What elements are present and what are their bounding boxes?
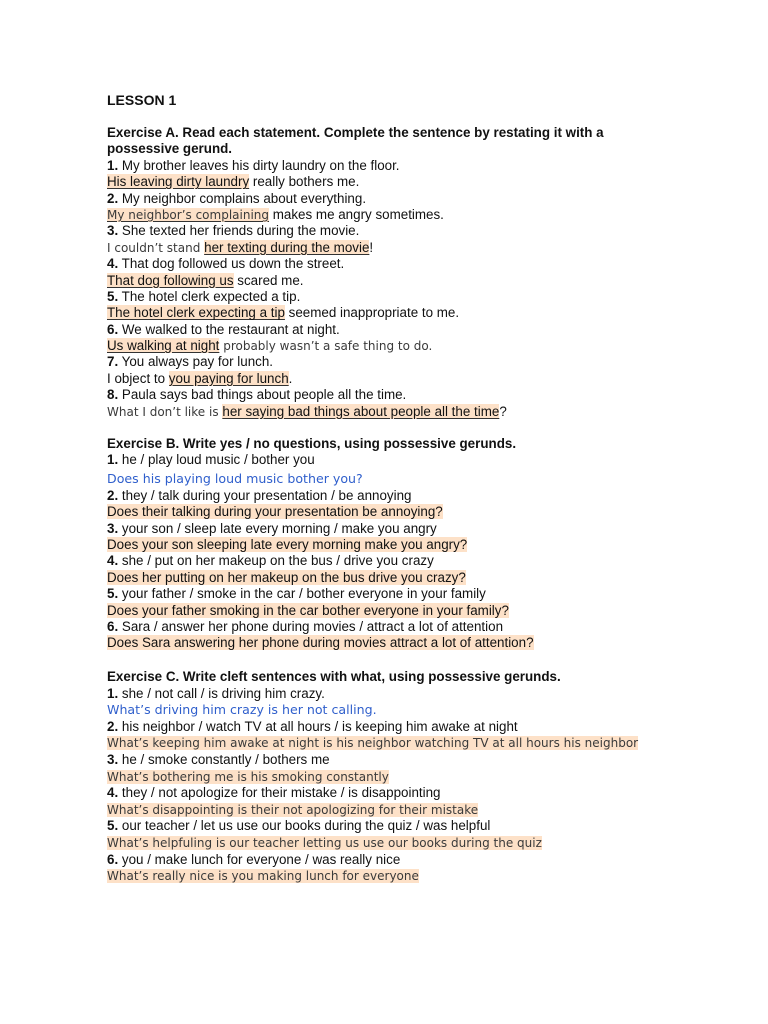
answer-highlight: His leaving dirty laundry bbox=[107, 174, 250, 190]
item-number: 4. bbox=[107, 256, 119, 272]
exb-item-3-answer bbox=[107, 537, 707, 553]
answer-highlight: Does her putting on her makeup on the bus drive you crazy? bbox=[107, 569, 466, 585]
answer-highlight: Does your son sleeping late every morning make you angry? bbox=[107, 536, 468, 552]
exc-item-1-prompt bbox=[107, 686, 707, 703]
exercise-a-heading-line1: Exercise A. Read each statement. Complete the sentence by restating it with a bbox=[107, 125, 604, 140]
prompt-text: We walked to the restaurant at night. bbox=[121, 321, 340, 337]
item-number: 7. bbox=[107, 354, 119, 370]
answer-post: probably wasn’t a safe thing to do. bbox=[219, 339, 433, 354]
item-number: 5. bbox=[107, 586, 119, 602]
prompt-text: they / talk during your presentation / be annoying bbox=[121, 487, 412, 503]
item-number: 6. bbox=[107, 618, 119, 634]
prompt-text: She texted her friends during the movie. bbox=[121, 223, 360, 239]
prompt-text: his neighbor / watch TV at all hours / is keeping him awake at night bbox=[121, 718, 518, 734]
answer-highlight: What’s keeping him awake at night is his neighbor watching TV at all hours his neighbor bbox=[107, 736, 639, 751]
exa-item-4-prompt bbox=[107, 256, 707, 272]
prompt-text: she / put on her makeup on the bus / drive you crazy bbox=[121, 553, 434, 569]
item-number: 2. bbox=[107, 190, 119, 206]
answer-highlight: What’s helpfuling is our teacher letting us use our books during the quiz bbox=[107, 835, 542, 850]
exb-item-5-answer bbox=[107, 603, 707, 619]
answer-highlight: My neighbor’s complaining bbox=[107, 207, 270, 222]
answer-highlight: What’s disappointing is their not apologizing for their mistake bbox=[107, 802, 479, 817]
answer-text: What’s driving him crazy is her not calling. bbox=[107, 702, 377, 718]
answer-post: seemed inappropriate to me. bbox=[284, 305, 460, 321]
item-number: 3. bbox=[107, 751, 119, 767]
prompt-text: he / smoke constantly / bothers me bbox=[121, 751, 330, 767]
exc-item-3-answer bbox=[107, 769, 707, 786]
item-number: 1. bbox=[107, 685, 119, 701]
exc-item-1-answer bbox=[107, 702, 707, 719]
exb-item-6-prompt bbox=[107, 619, 707, 635]
answer-highlight: Does your father smoking in the car bother everyone in your family? bbox=[107, 602, 509, 618]
prompt-text: My brother leaves his dirty laundry on the floor. bbox=[121, 157, 400, 173]
prompt-text: our teacher / let us use our books during the quiz / was helpful bbox=[121, 818, 491, 834]
answer-highlight: The hotel clerk expecting a tip bbox=[107, 305, 285, 321]
exa-item-1-prompt bbox=[107, 158, 707, 174]
item-number: 5. bbox=[107, 818, 119, 834]
exa-item-1-answer bbox=[107, 174, 707, 190]
answer-pre: I couldn’t stand bbox=[107, 240, 205, 255]
exc-item-4-answer bbox=[107, 802, 707, 819]
exc-item-6-prompt bbox=[107, 852, 707, 869]
answer-highlight: What’s really nice is you making lunch for everyone bbox=[107, 869, 419, 884]
prompt-text: My neighbor complains about everything. bbox=[121, 190, 367, 206]
exc-item-2-prompt bbox=[107, 719, 707, 736]
answer-highlight: Does their talking during your presentation be annoying? bbox=[107, 504, 443, 520]
exa-item-5-answer bbox=[107, 305, 707, 321]
answer-post: makes me angry sometimes. bbox=[269, 206, 444, 222]
exa-item-3-answer bbox=[107, 240, 707, 256]
answer-highlight: That dog following us bbox=[107, 272, 234, 288]
prompt-text: she / not call / is driving him crazy. bbox=[121, 685, 325, 701]
answer-highlight: her texting during the movie bbox=[204, 239, 370, 255]
item-number: 3. bbox=[107, 223, 119, 239]
exb-item-1-prompt bbox=[107, 452, 707, 468]
answer-post: really bothers me. bbox=[249, 174, 360, 190]
exercise-c-heading: Exercise C. Write cleft sentences with what, using possessive gerunds. bbox=[107, 669, 561, 684]
prompt-text: Sara / answer her phone during movies / attract a lot of attention bbox=[121, 618, 504, 634]
answer-post: . bbox=[288, 370, 293, 386]
item-number: 1. bbox=[107, 157, 119, 173]
answer-post: ! bbox=[369, 239, 374, 255]
exb-item-6-answer bbox=[107, 635, 707, 651]
item-number: 4. bbox=[107, 785, 119, 801]
item-number: 6. bbox=[107, 321, 119, 337]
prompt-text: you / make lunch for everyone / was really nice bbox=[121, 851, 401, 867]
exc-item-5-answer bbox=[107, 835, 707, 852]
exa-item-4-answer bbox=[107, 273, 707, 289]
answer-highlight: Does Sara answering her phone during movies attract a lot of attention? bbox=[107, 635, 534, 651]
exa-item-8-prompt bbox=[107, 387, 707, 403]
exb-item-2-answer bbox=[107, 504, 707, 520]
exa-item-6-prompt bbox=[107, 322, 707, 338]
prompt-text: The hotel clerk expected a tip. bbox=[121, 288, 301, 304]
exa-item-7-answer bbox=[107, 371, 707, 387]
exb-item-3-prompt bbox=[107, 521, 707, 537]
exb-item-4-prompt bbox=[107, 553, 707, 569]
answer-post: ? bbox=[499, 403, 507, 419]
exb-item-1-answer bbox=[107, 469, 707, 488]
prompt-text: your son / sleep late every morning / make you angry bbox=[121, 520, 437, 536]
exa-item-3-prompt bbox=[107, 223, 707, 239]
lesson-title: LESSON 1 bbox=[107, 92, 177, 108]
exa-item-2-prompt bbox=[107, 191, 707, 207]
prompt-text: they / not apologize for their mistake / is disappointing bbox=[121, 785, 441, 801]
item-number: 3. bbox=[107, 520, 119, 536]
exc-item-3-prompt bbox=[107, 752, 707, 769]
answer-highlight: her saying bad things about people all the time bbox=[222, 403, 500, 419]
item-number: 8. bbox=[107, 387, 119, 403]
prompt-text: he / play loud music / bother you bbox=[121, 452, 315, 468]
exb-item-2-prompt bbox=[107, 488, 707, 504]
answer-pre: What I don’t like is bbox=[107, 404, 223, 419]
exa-item-8-answer bbox=[107, 404, 707, 420]
exercise-a bbox=[107, 125, 707, 420]
exa-item-6-answer bbox=[107, 338, 707, 354]
item-number: 2. bbox=[107, 718, 119, 734]
exa-item-2-answer bbox=[107, 207, 707, 223]
prompt-text: Paula says bad things about people all the time. bbox=[121, 387, 407, 403]
answer-pre: I object to bbox=[107, 370, 169, 386]
item-number: 6. bbox=[107, 851, 119, 867]
answer-highlight: you paying for lunch bbox=[168, 370, 289, 386]
answer-text: Does his playing loud music bother you? bbox=[107, 470, 363, 486]
prompt-text: That dog followed us down the street. bbox=[121, 256, 345, 272]
exc-item-5-prompt bbox=[107, 818, 707, 835]
exa-item-7-prompt bbox=[107, 354, 707, 370]
prompt-text: You always pay for lunch. bbox=[121, 354, 274, 370]
exercise-b bbox=[107, 436, 707, 652]
answer-highlight: What’s bothering me is his smoking constantly bbox=[107, 769, 389, 784]
answer-highlight: Us walking at night bbox=[107, 338, 220, 354]
exb-item-4-answer bbox=[107, 570, 707, 586]
exc-item-6-answer bbox=[107, 868, 707, 885]
exb-item-5-prompt bbox=[107, 586, 707, 602]
item-number: 4. bbox=[107, 553, 119, 569]
answer-post: scared me. bbox=[233, 272, 304, 288]
prompt-text: your father / smoke in the car / bother everyone in your family bbox=[121, 586, 486, 602]
exercise-b-heading: Exercise B. Write yes / no questions, using possessive gerunds. bbox=[107, 436, 517, 451]
exa-item-5-prompt bbox=[107, 289, 707, 305]
item-number: 2. bbox=[107, 487, 119, 503]
exc-item-4-prompt bbox=[107, 785, 707, 802]
item-number: 1. bbox=[107, 452, 119, 468]
exercise-a-heading-line2: possessive gerund. bbox=[107, 141, 233, 157]
item-number: 5. bbox=[107, 288, 119, 304]
exc-item-2-answer bbox=[107, 735, 707, 752]
exercise-c bbox=[107, 669, 707, 885]
